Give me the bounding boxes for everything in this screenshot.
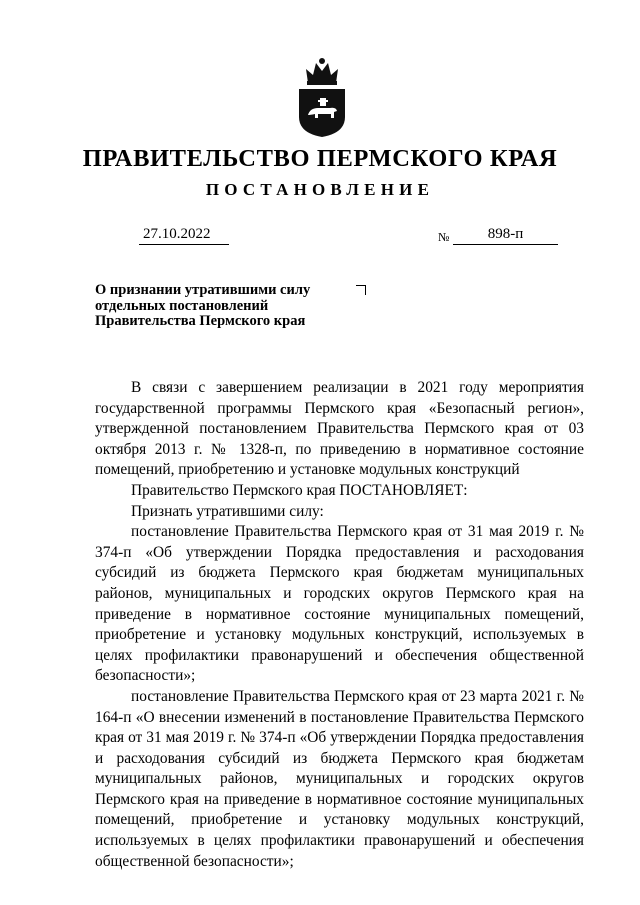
body-paragraph: постановление Правительства Пермского края от 31 мая 2019 г. № 374-п «Об утверждении Порядка предоставления и расходования субсидий из бюджета Пермского края бюджетам муниципальных районов, муниципальных и городских округов Пермского края на приведение в нормативное состояние муниципальных помещений, приобретение и установку модульных конструкций, используемых в целях профилактики правонарушений и обеспечения общественной безопасности»; (95, 523, 584, 685)
body-paragraph: Правительство Пермского края ПОСТАНОВЛЯЕТ: (131, 481, 468, 499)
body-paragraph: В связи с завершением реализации в 2021 году мероприятия государственной программы Пермского края «Безопасный регион», утвержденной постановлением Правительства Пермского края от 03 октября 2013 г. № 1328-п, по приведению в нормативное состояние помещений, приобретению и установке модульных конструкций (95, 379, 584, 479)
coat-of-arms-emblem (296, 55, 348, 139)
document-body (95, 378, 584, 872)
government-name: ПРАВИТЕЛЬСТВО ПЕРМСКОГО КРАЯ (82, 145, 558, 172)
document-number: 898-п (453, 225, 558, 245)
document-type: ПОСТАНОВЛЕНИЕ (205, 180, 435, 199)
body-paragraph: Признать утратившими силу: (131, 502, 324, 520)
document-date: 27.10.2022 (139, 225, 229, 245)
body-paragraph: постановление Правительства Пермского края от 23 марта 2021 г. № 164-п «О внесении изменений в постановление Правительства Пермского края от 31 мая 2019 г. № 374-п «Об утверждении Порядка предоставления и расходования субсидий из бюджета Пермского края бюджетам муниципальных районов, муниципальных и городских округов Пермского края на приведение в нормативное состояние муниципальных помещений, приобретение и установку модульных конструкций, используемых в целях профилактики правонарушений и обеспечения общественной безопасности»; (95, 687, 584, 870)
subject-corner-mark (356, 285, 366, 295)
document-subject: О признании утратившими силу отдельных постановлений Правительства Пермского края (95, 282, 311, 329)
number-label: № (438, 230, 450, 244)
